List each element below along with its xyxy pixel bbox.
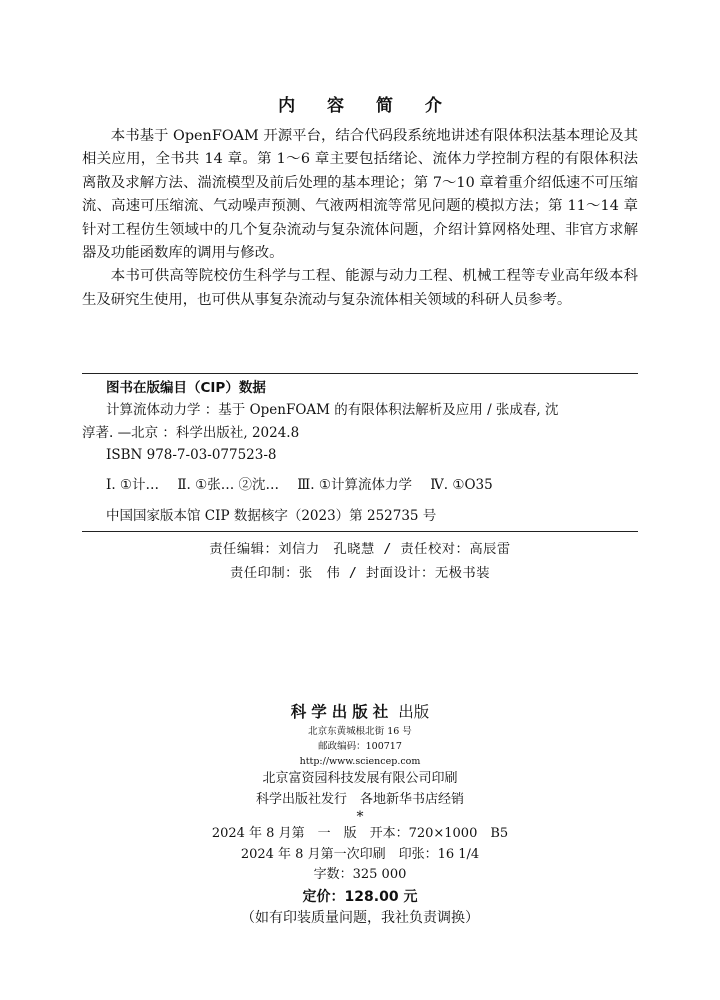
summary-title: 内 容 简 介 bbox=[278, 96, 455, 116]
summary-paragraph-2: 本书可供高等院校仿生科学与工程、能源与动力工程、机械工程等专业高年级本科生及研究生使用，也可供从事复杂流动与复杂流体相关领域的科研人员参考。 bbox=[82, 268, 638, 308]
cip-record-number: 中国国家版本馆 CIP 数据核字（2023）第 252735 号 bbox=[106, 507, 437, 524]
publisher-postcode: 邮政编码：100717 bbox=[318, 741, 402, 752]
cip-heading: 图书在版编目（CIP）数据 bbox=[106, 380, 266, 396]
cip-title-line: 计算流体动力学 ：基于 OpenFOAM 的有限体积法解析及应用 / 张成春, 沈 bbox=[106, 402, 559, 418]
separator-star: * bbox=[356, 809, 364, 826]
cip-class-2: Ⅱ. ①张… ②沈… bbox=[177, 476, 279, 493]
edition-info: 2024 年 8 月第 一 版 开本：720×1000 B5 bbox=[211, 826, 509, 842]
credits-line-2: 责任印制：张 伟 / 封面设计：无极书装 bbox=[229, 566, 491, 581]
summary-body bbox=[82, 125, 638, 312]
publisher-line bbox=[0, 700, 720, 724]
cip-imprint-line: 淳著. —北京 ：科学出版社, 2024.8 bbox=[82, 424, 300, 441]
cip-data-block bbox=[82, 373, 638, 532]
credits-line-1: 责任编辑：刘信力 孔晓慧 / 责任校对：高辰雷 bbox=[209, 542, 511, 557]
price: 定价：128.00 元 bbox=[302, 888, 418, 905]
summary-paragraph-1: 本书基于 OpenFOAM 开源平台，结合代码段系统地讲述有限体积法基本理论及其相关应用，全书共 14 章。第 1～6 章主要包括绪论、流体力学控制方程的有限体积法离散及求解方法、湍流模型及前后处理的基本理论；第 7～10 章着重介绍低速不可压缩流、高速可压缩流、气动噪声预测、气液两相流等常见问题的模拟方法；第 11～14 章针对工程仿生领域中的几个复杂流动与复杂流体问题，介绍计算网格处理、非官方求解器及功能函数库的调用与修改。 bbox=[82, 128, 638, 262]
cip-classification bbox=[82, 471, 638, 499]
printing-info: 2024 年 8 月第一次印刷 印张：16 1/4 bbox=[240, 846, 480, 862]
publisher-suffix: 出版 bbox=[398, 703, 430, 721]
editorial-credits bbox=[0, 538, 720, 586]
publisher-logo: 科学出版社 bbox=[290, 702, 394, 721]
distribution: 科学出版社发行 各地新华书店经销 bbox=[255, 791, 464, 807]
cip-class-3: Ⅲ. ①计算流体力学 bbox=[297, 476, 412, 493]
cip-class-1: Ⅰ. ①计… bbox=[106, 476, 160, 493]
word-count: 字数：325 000 bbox=[313, 867, 407, 883]
publisher-address: 北京东黄城根北街 16 号 bbox=[308, 726, 412, 737]
quality-notice: （如有印装质量问题，我社负责调换） bbox=[241, 909, 479, 926]
publisher-website: http://www.sciencep.com bbox=[299, 756, 421, 767]
publishing-imprint bbox=[0, 700, 720, 928]
cip-isbn: ISBN 978-7-03-077523-8 bbox=[106, 447, 277, 463]
printer: 北京富资园科技发展有限公司印刷 bbox=[262, 771, 458, 786]
cip-class-4: Ⅳ. ①O35 bbox=[430, 476, 493, 493]
